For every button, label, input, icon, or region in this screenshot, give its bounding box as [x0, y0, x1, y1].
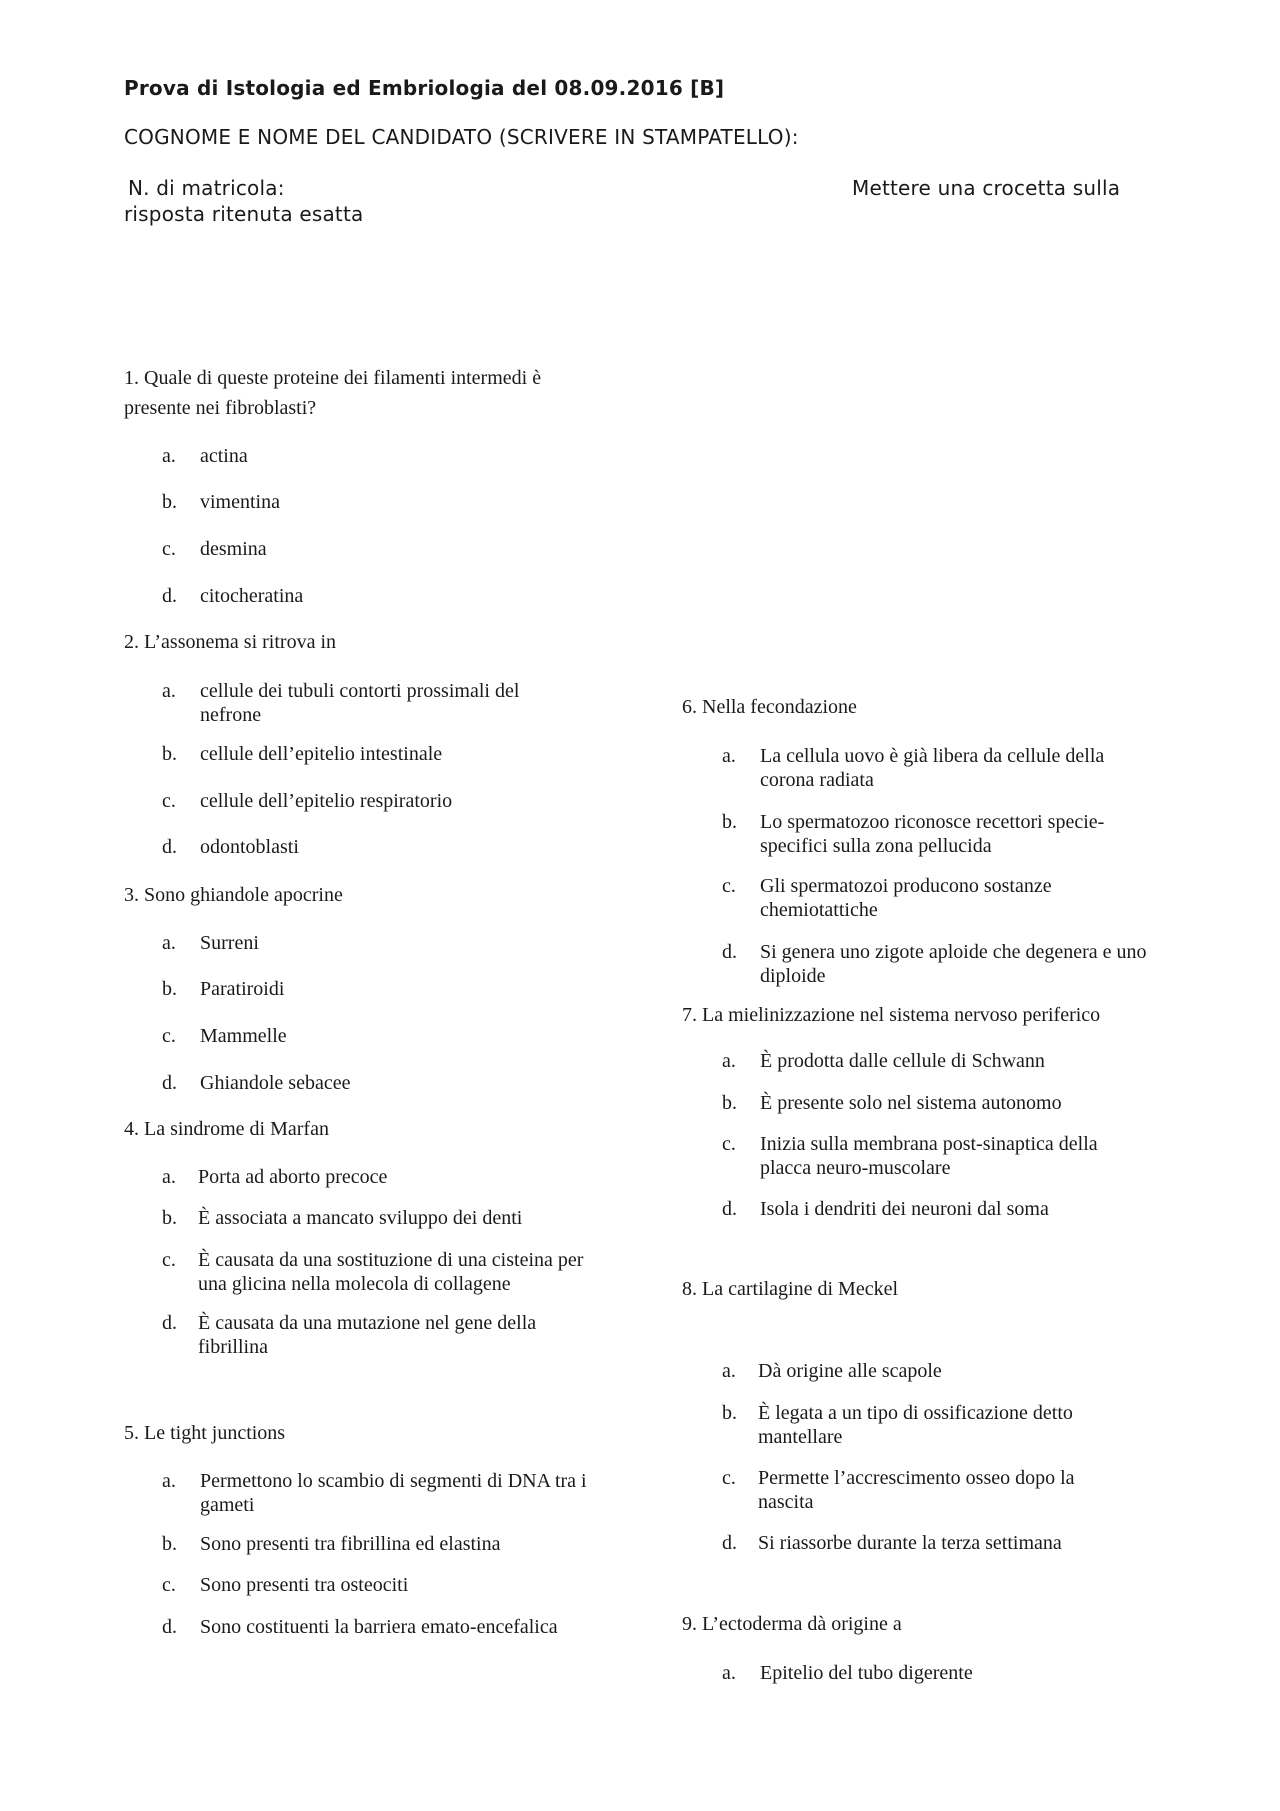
question-1-option-d[interactable]	[162, 584, 582, 608]
option-text: Epitelio del tubo digerente	[760, 1662, 973, 1684]
option-text: vimentina	[200, 491, 280, 513]
option-text: È presente solo nel sistema autonomo	[760, 1092, 1062, 1114]
option-text: Paratiroidi	[200, 978, 285, 1000]
option-letter: b.	[162, 491, 177, 513]
option-text: Permette l’accrescimento osseo dopo la nascita	[758, 1467, 1075, 1513]
instruction-text-part2: risposta ritenuta esatta	[124, 202, 364, 226]
option-letter: c.	[162, 538, 176, 560]
question-6-option-c[interactable]	[722, 874, 1162, 922]
question-5-option-d[interactable]	[162, 1615, 622, 1639]
option-text: È causata da una mutazione nel gene della fibrillina	[198, 1312, 537, 1358]
option-letter: d.	[162, 585, 177, 607]
option-text: Gli spermatozoi producono sostanze chemiotattiche	[760, 875, 1052, 921]
option-text: La cellula uovo è già libera da cellule della corona radiata	[760, 745, 1105, 791]
option-text: cellule dell’epitelio respiratorio	[200, 790, 453, 812]
question-9: 9. L’ectoderma dà origine a	[682, 1613, 902, 1635]
option-letter: a.	[722, 745, 736, 767]
option-letter: c.	[162, 1574, 176, 1596]
question-3: 3. Sono ghiandole apocrine	[124, 884, 343, 906]
question-7-option-d[interactable]	[722, 1197, 1162, 1221]
option-text: Surreni	[200, 932, 259, 954]
page-title: Prova di Istologia ed Embriologia del 08.09.2016 [B]	[124, 76, 725, 100]
option-letter: a.	[162, 445, 176, 467]
question-6-option-a[interactable]	[722, 744, 1162, 792]
option-letter: d.	[162, 1072, 177, 1094]
option-letter: c.	[162, 790, 176, 812]
question-2-option-c[interactable]	[162, 789, 582, 813]
option-letter: a.	[722, 1662, 736, 1684]
option-letter: b.	[722, 1402, 737, 1424]
question-5-option-c[interactable]	[162, 1573, 602, 1597]
option-letter: a.	[722, 1360, 736, 1382]
question-5-option-a[interactable]	[162, 1469, 602, 1517]
option-letter: a.	[162, 1166, 176, 1188]
question-7-option-c[interactable]	[722, 1132, 1162, 1180]
option-text: Ghiandole sebacee	[200, 1072, 351, 1094]
question-2-option-d[interactable]	[162, 835, 582, 859]
option-letter: c.	[722, 1467, 736, 1489]
option-text: Porta ad aborto precoce	[198, 1166, 388, 1188]
option-letter: b.	[162, 978, 177, 1000]
option-letter: c.	[162, 1025, 176, 1047]
question-2: 2. L’assonema si ritrova in	[124, 631, 337, 653]
option-letter: d.	[722, 1198, 737, 1220]
question-1-option-b[interactable]	[162, 490, 582, 514]
question-7-option-a[interactable]	[722, 1049, 1162, 1073]
question-9-option-a[interactable]	[722, 1661, 1162, 1685]
matricola-label: N. di matricola:	[128, 176, 285, 200]
option-letter: d.	[722, 1532, 737, 1554]
question-4: 4. La sindrome di Marfan	[124, 1118, 329, 1140]
option-text: Dà origine alle scapole	[758, 1360, 942, 1382]
question-7-option-b[interactable]	[722, 1091, 1162, 1115]
question-6-option-b[interactable]	[722, 810, 1162, 858]
question-7: 7. La mielinizzazione nel sistema nervoso periferico	[682, 1004, 1101, 1026]
option-letter: d.	[162, 1616, 177, 1638]
question-6-option-d[interactable]	[722, 940, 1162, 988]
question-8-option-a[interactable]	[722, 1359, 1162, 1383]
question-8-option-b[interactable]	[722, 1401, 1162, 1449]
question-1-option-a[interactable]	[162, 444, 582, 468]
question-4-option-d[interactable]	[162, 1311, 602, 1359]
question-8: 8. La cartilagine di Meckel	[682, 1278, 899, 1300]
question-6: 6. Nella fecondazione	[682, 696, 857, 718]
question-3-option-c[interactable]	[162, 1024, 582, 1048]
option-letter: b.	[162, 1207, 177, 1229]
option-text: È associata a mancato sviluppo dei denti	[198, 1207, 523, 1229]
question-3-option-b[interactable]	[162, 977, 582, 1001]
option-text: Si riassorbe durante la terza settimana	[758, 1532, 1062, 1554]
question-4-option-b[interactable]	[162, 1206, 602, 1230]
question-1-line1: 1. Quale di queste proteine dei filamenti intermedi è	[124, 367, 542, 389]
option-text: citocheratina	[200, 585, 304, 607]
option-text: cellule dei tubuli contorti prossimali del nefrone	[200, 680, 520, 726]
option-letter: c.	[722, 1133, 736, 1155]
option-text: Sono presenti tra osteociti	[200, 1574, 409, 1596]
option-text: actina	[200, 445, 248, 467]
option-text: Sono costituenti la barriera emato-encefalica	[200, 1616, 558, 1638]
option-letter: b.	[722, 1092, 737, 1114]
option-text: Si genera uno zigote aploide che degenera e uno diploide	[760, 941, 1147, 987]
question-3-option-d[interactable]	[162, 1071, 582, 1095]
question-1-line2: presente nei fibroblasti?	[124, 397, 317, 419]
question-4-option-a[interactable]	[162, 1165, 602, 1189]
option-text: Lo spermatozoo riconosce recettori specie-specifici sulla zona pellucida	[760, 811, 1105, 857]
option-letter: d.	[162, 836, 177, 858]
candidate-name-label: COGNOME E NOME DEL CANDIDATO (SCRIVERE IN STAMPATELLO):	[124, 125, 799, 149]
option-letter: b.	[162, 743, 177, 765]
option-text: Isola i dendriti dei neuroni dal soma	[760, 1198, 1049, 1220]
question-8-option-c[interactable]	[722, 1466, 1162, 1514]
option-letter: b.	[162, 1533, 177, 1555]
option-text: Sono presenti tra fibrillina ed elastina	[200, 1533, 501, 1555]
option-letter: c.	[162, 1249, 176, 1271]
option-text: È causata da una sostituzione di una cisteina per una glicina nella molecola di collagene	[198, 1249, 584, 1295]
question-5: 5. Le tight junctions	[124, 1422, 286, 1444]
option-text: È legata a un tipo di ossificazione detto mantellare	[758, 1402, 1073, 1448]
option-letter: d.	[722, 941, 737, 963]
option-text: Inizia sulla membrana post-sinaptica della placca neuro-muscolare	[760, 1133, 1098, 1179]
option-letter: a.	[162, 932, 176, 954]
option-text: odontoblasti	[200, 836, 299, 858]
question-3-option-a[interactable]	[162, 931, 582, 955]
option-text: Mammelle	[200, 1025, 287, 1047]
option-text: Permettono lo scambio di segmenti di DNA tra i gameti	[200, 1470, 587, 1516]
question-1-option-c[interactable]	[162, 537, 582, 561]
option-letter: d.	[162, 1312, 177, 1334]
option-text: È prodotta dalle cellule di Schwann	[760, 1050, 1045, 1072]
question-2-option-a[interactable]	[162, 679, 582, 727]
option-letter: a.	[162, 1470, 176, 1492]
option-letter: a.	[722, 1050, 736, 1072]
question-8-option-d[interactable]	[722, 1531, 1162, 1555]
option-letter: a.	[162, 680, 176, 702]
question-5-option-b[interactable]	[162, 1532, 602, 1556]
instruction-text-part1: Mettere una crocetta sulla	[852, 176, 1121, 200]
option-text: desmina	[200, 538, 267, 560]
question-2-option-b[interactable]	[162, 742, 582, 766]
option-text: cellule dell’epitelio intestinale	[200, 743, 443, 765]
option-letter: b.	[722, 811, 737, 833]
option-letter: c.	[722, 875, 736, 897]
question-4-option-c[interactable]	[162, 1248, 602, 1296]
